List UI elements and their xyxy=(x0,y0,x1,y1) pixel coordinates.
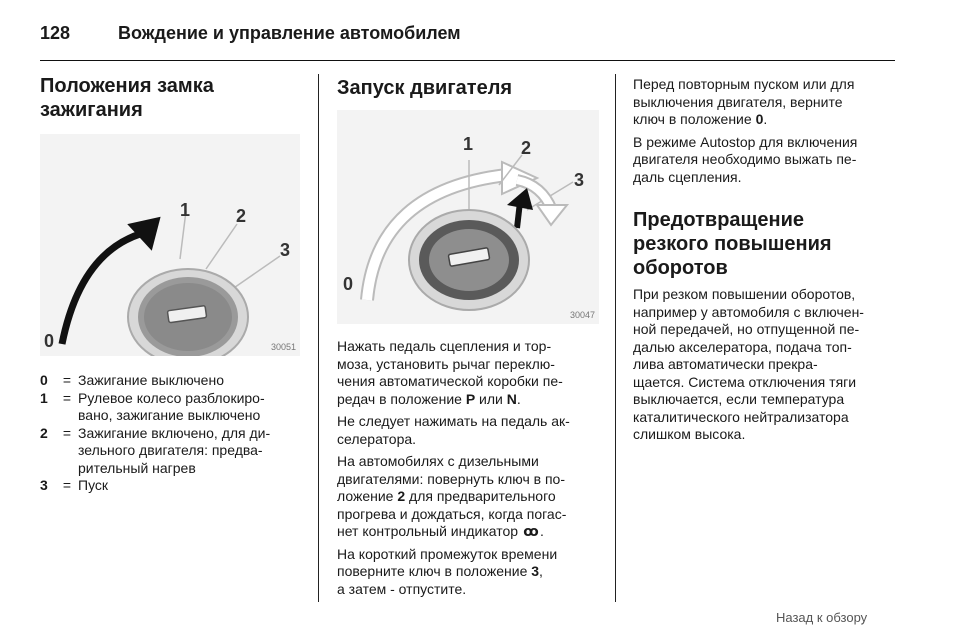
column-divider xyxy=(318,74,319,602)
legend-num: 2 xyxy=(40,424,48,441)
ignition-lock-figure xyxy=(40,134,300,356)
legend-eq: = xyxy=(62,424,72,441)
heading-engine-start: Запуск двигателя xyxy=(337,77,513,99)
legend-eq: = xyxy=(62,477,72,493)
legend-text: Зажигание выключено xyxy=(78,372,224,388)
instruction-paragraph: Перед повторным пуском или для выключения двигателя, верните ключ в положение 0. xyxy=(633,76,855,127)
figure-label: 3 xyxy=(280,240,291,260)
legend-eq: = xyxy=(62,372,72,388)
figure-label: 1 xyxy=(463,134,474,154)
legend-item xyxy=(40,425,302,478)
figure-label: 1 xyxy=(180,200,191,220)
figure-id: 30047 xyxy=(569,310,595,320)
legend-text: Пуск xyxy=(78,477,109,493)
figure-label: 0 xyxy=(44,331,55,351)
heading-rev-limit: Предотвращение резкого повышения оборотов xyxy=(633,209,832,279)
instruction-paragraph: При резком повышении оборотов, например у автомобиля с включен- ной передачей, но отпущенной пе- далью акселератора, подача топ- лива автоматически прекра- щается. Система отключения тяги выключается, если температура каталитического нейтрализатора слишком высока. xyxy=(633,286,864,442)
figure-label: 3 xyxy=(574,170,585,190)
ignition-lock-icon xyxy=(337,110,599,324)
column-divider xyxy=(615,74,616,602)
legend-text: Зажигание включено, для ди- зельного двигателя: предва- рительный нагрев xyxy=(78,424,271,476)
column-engine-start xyxy=(337,74,607,603)
page-header xyxy=(40,20,895,61)
page-number: 128 xyxy=(40,23,71,43)
legend-eq: = xyxy=(62,389,72,406)
heading-line: зажигания xyxy=(40,99,143,121)
heading-line: Положения замка xyxy=(40,75,214,97)
back-to-overview-link[interactable]: Назад к обзору xyxy=(776,610,868,625)
column-right xyxy=(633,76,895,449)
legend-item xyxy=(40,372,302,390)
figure-label: 2 xyxy=(236,206,247,226)
glow-plug-icon: ꝏ xyxy=(523,523,539,539)
ignition-lock-icon xyxy=(40,134,300,356)
figure-label: 0 xyxy=(343,274,354,294)
figure-label: 2 xyxy=(521,138,532,158)
legend-item xyxy=(40,477,302,495)
instruction-paragraph: На короткий промежуток времени поверните ключ в положение 3, а затем - отпустите. xyxy=(337,545,558,597)
instruction-paragraph: На автомобилях с дизельными двигателями: повернуть ключ в по- ложение 2 для предварительного прогрева и дождаться, когда погас- нет контрольный индикатор ꝏ. xyxy=(337,453,567,539)
legend-num: 1 xyxy=(40,389,48,406)
section-title: Вождение и управление автомобилем xyxy=(118,23,461,43)
legend-text: Рулевое колесо разблокиро- вано, зажигание выключено xyxy=(78,389,265,423)
legend xyxy=(40,372,302,495)
column-ignition-positions xyxy=(40,74,302,495)
heading-ignition-positions xyxy=(40,74,302,122)
engine-start-figure xyxy=(337,110,599,324)
legend-num: 0 xyxy=(40,372,48,388)
legend-item xyxy=(40,390,302,425)
figure-id: 30051 xyxy=(270,342,296,352)
instruction-paragraph: Нажать педаль сцепления и тор- моза, установить рычаг переклю- чения автоматической коробки пе- редач в положение P или N. xyxy=(337,338,563,407)
instruction-paragraph: Не следует нажимать на педаль ак- селератора. xyxy=(337,413,570,447)
legend-num: 3 xyxy=(40,477,48,493)
instruction-paragraph: В режиме Autostop для включения двигателя необходимо выжать пе- даль сцепления. xyxy=(633,133,858,185)
